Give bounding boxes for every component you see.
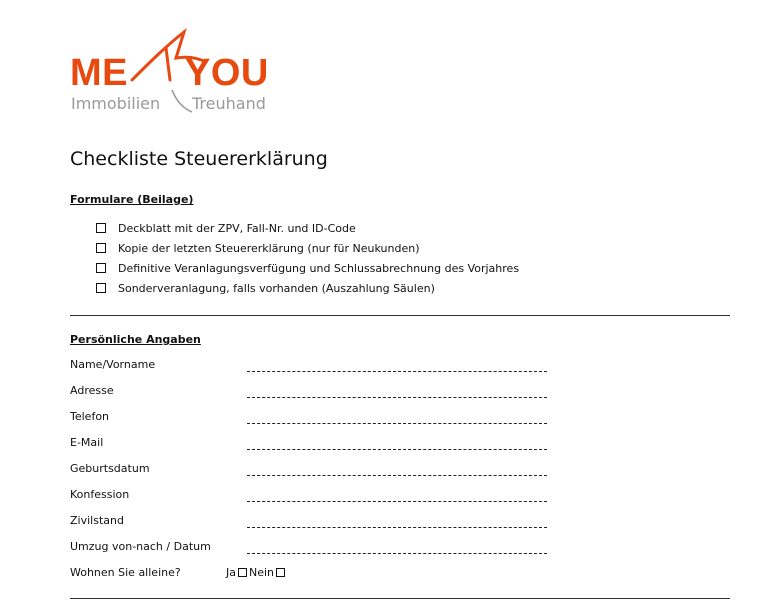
form-field-email xyxy=(70,434,590,460)
fill-in-line[interactable] xyxy=(247,553,547,554)
fill-in-line[interactable] xyxy=(247,475,547,476)
section-divider xyxy=(70,315,730,316)
field-label: Konfession xyxy=(70,488,130,501)
checkbox-yes[interactable] xyxy=(238,568,247,577)
form-field-konfession xyxy=(70,486,590,512)
option-yes-label: Ja xyxy=(226,566,236,579)
form-field-zivilstand xyxy=(70,512,590,538)
form-field-name xyxy=(70,356,590,382)
fill-in-line[interactable] xyxy=(247,397,547,398)
fill-in-line[interactable] xyxy=(247,501,547,502)
fill-in-line[interactable] xyxy=(247,423,547,424)
field-label: Umzug von-nach / Datum xyxy=(70,540,211,553)
form-field-adresse xyxy=(70,382,590,408)
section-heading-persoenliche-angaben: Persönliche Angaben xyxy=(70,333,201,346)
personal-fields xyxy=(70,356,590,564)
field-label: E-Mail xyxy=(70,436,104,449)
field-label: Geburtsdatum xyxy=(70,462,150,475)
checklist-item xyxy=(96,278,519,298)
checklist-item-label: Definitive Veranlagungsverfügung und Schlussabrechnung des Vorjahres xyxy=(118,261,520,275)
checkbox[interactable] xyxy=(96,263,106,273)
logo-word-you: YOU xyxy=(185,52,269,94)
field-label: Wohnen Sie alleine? xyxy=(70,566,181,579)
field-label: Telefon xyxy=(70,410,110,423)
option-no-label: Nein xyxy=(249,566,275,579)
checklist-item xyxy=(96,258,519,278)
form-field-geburtsdatum xyxy=(70,460,590,486)
field-label: Zivilstand xyxy=(70,514,124,527)
field-label: Name/Vorname xyxy=(70,358,156,371)
document-title: Checkliste Steuererklärung xyxy=(70,148,328,170)
form-field-telefon xyxy=(70,408,590,434)
formulare-checklist xyxy=(96,218,519,298)
checkbox[interactable] xyxy=(96,243,106,253)
section-divider xyxy=(70,598,730,599)
checklist-item-label: Kopie der letzten Steuererklärung (nur für Neukunden) xyxy=(118,241,420,255)
checkbox-no[interactable] xyxy=(276,568,285,577)
checklist-item-label: Deckblatt mit der ZPV, Fall-Nr. und ID-Code xyxy=(118,221,356,235)
yes-no-options xyxy=(226,566,287,579)
checklist-item xyxy=(96,218,519,238)
checkbox[interactable] xyxy=(96,223,106,233)
logo-word-me: ME xyxy=(70,52,128,94)
section-heading-formulare: Formulare (Beilage) xyxy=(70,193,194,206)
logo-sub-immobilien: Immobilien xyxy=(71,94,161,113)
company-logo xyxy=(70,28,280,120)
form-field-umzug xyxy=(70,538,590,564)
fill-in-line[interactable] xyxy=(247,371,547,372)
fill-in-line[interactable] xyxy=(247,449,547,450)
logo-sub-treuhand: Treuhand xyxy=(192,94,266,113)
checkbox[interactable] xyxy=(96,283,106,293)
checklist-item xyxy=(96,238,519,258)
checklist-item-label: Sonderveranlagung, falls vorhanden (Auszahlung Säulen) xyxy=(118,281,435,295)
fill-in-line[interactable] xyxy=(247,527,547,528)
field-label: Adresse xyxy=(70,384,114,397)
form-field-wohnen-alleine xyxy=(70,566,470,584)
